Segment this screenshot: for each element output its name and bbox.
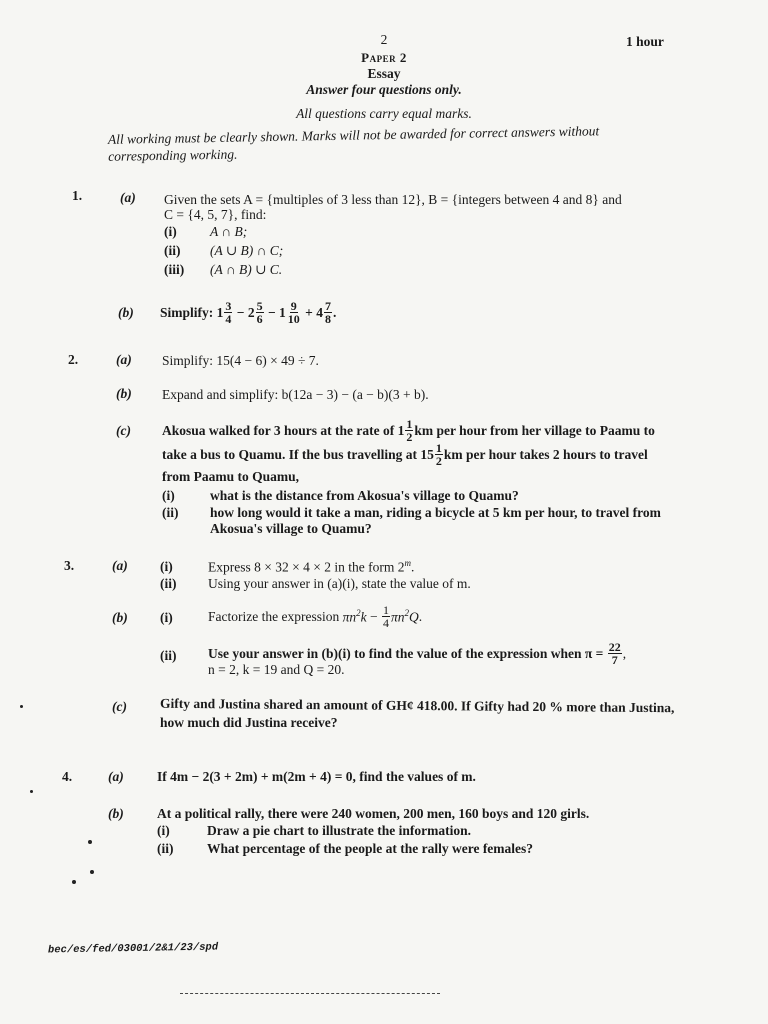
question-1a-text-line1: Given the sets A = {multiples of 3 less than 12}, B = {integers between 4 and 8} and: [164, 192, 622, 207]
question-1a-i-label: (i): [164, 224, 177, 239]
question-4b-i-label: (i): [157, 823, 170, 838]
instruction-working: All working must be clearly shown. Marks will not be awarded for correct answers without corresponding working.: [107, 123, 600, 164]
question-3a-label: (a): [112, 558, 128, 573]
question-3a-i-label: (i): [160, 559, 173, 574]
question-4b-ii-text: What percentage of the people at the rally were females?: [207, 841, 534, 856]
ink-speck: [88, 840, 92, 844]
question-1a-ii-label: (ii): [164, 243, 181, 258]
question-2b-label: (b): [116, 386, 132, 401]
question-2b-text: Expand and simplify: b(12a − 3) − (a − b)(3 + b).: [162, 387, 429, 402]
question-2c-line2: take a bus to Quamu. If the bus travelling at 15 $\frac{1}{2}$ km per hour takes 2 hours to travel: [162, 441, 648, 468]
question-2c-ii-label: (ii): [162, 505, 179, 520]
question-2c-ii-text-line2: Akosua's village to Quamu?: [210, 521, 372, 536]
question-3b-label: (b): [112, 610, 128, 625]
question-4b-text: At a political rally, there were 240 women, 200 men, 160 boys and 120 girls.: [157, 806, 590, 821]
question-1b-text: Simplify:: [160, 304, 214, 320]
question-3a-ii-text: Using your answer in (a)(i), state the value of m.: [208, 576, 471, 591]
question-4a-label: (a): [108, 769, 124, 784]
question-4b-label: (b): [108, 806, 124, 821]
question-3b-ii-label: (ii): [160, 648, 177, 663]
footer-divider: [180, 993, 440, 994]
question-2a-label: (a): [116, 352, 132, 367]
question-2-number: 2.: [68, 352, 79, 367]
question-1a-i-text: A ∩ B;: [210, 224, 248, 239]
section-title: Essay: [367, 66, 401, 81]
question-2c-line3: from Paamu to Quamu,: [162, 469, 299, 484]
question-1b-label: (b): [118, 305, 134, 320]
instruction-equal-marks: All questions carry equal marks.: [296, 106, 472, 121]
question-3b-ii-text-line1: Use your answer in (b)(i) to find the value of the expression when π = $\frac{22}{7}$ ,: [208, 640, 627, 667]
question-4b-ii-label: (ii): [157, 841, 174, 856]
ink-speck: [30, 790, 33, 793]
question-1a-ii-text: (A ∪ B) ∩ C;: [210, 243, 284, 258]
question-2c-i-label: (i): [162, 488, 175, 503]
question-4a-text: If 4m − 2(3 + 2m) + m(2m + 4) = 0, find the values of m.: [157, 769, 476, 784]
question-3c-text-line2: how much did Justina receive?: [160, 715, 338, 730]
question-1a-label: (a): [120, 190, 136, 205]
question-3a-ii-label: (ii): [160, 576, 177, 591]
question-2c-ii-text-line1: how long would it take a man, riding a bicycle at 5 km per hour, to travel from: [210, 505, 661, 520]
instruction-answer-four: Answer four questions only.: [306, 82, 462, 97]
question-1b-expression: Simplify: 1 $\frac{3}{4}$ − 2 $\frac{5}{6}$ − 1 $\frac{9}{10}$ + 4 $\frac{7}{8}$ .: [160, 299, 337, 326]
question-2c-label: (c): [116, 423, 131, 438]
question-1a-text-line2: C = {4, 5, 7}, find:: [164, 207, 267, 222]
question-2c-i-text: what is the distance from Akosua's village to Quamu?: [210, 488, 519, 503]
ink-speck: [90, 870, 94, 874]
question-3b-i-text: Factorize the expression $\pi n^2k$ − $\frac{1}{4}$ $\pi n^2Q$ .: [208, 603, 423, 630]
page-number: 2: [380, 32, 388, 47]
ink-speck: [72, 880, 76, 884]
question-1-number: 1.: [72, 188, 83, 203]
footer-code: bec/es/fed/03001/2&1/23/spd: [47, 941, 219, 957]
question-3-number: 3.: [64, 558, 75, 573]
question-2a-text: Simplify: 15(4 − 6) × 49 ÷ 7.: [162, 353, 319, 368]
question-4-number: 4.: [62, 769, 73, 784]
question-1a-iii-text: (A ∩ B) ∪ C.: [210, 262, 283, 277]
question-3c-label: (c): [112, 699, 127, 714]
question-3a-i-text: Express 8 × 32 × 4 × 2 in the form 2$^m$.: [208, 558, 415, 575]
ink-speck: [20, 705, 23, 708]
question-1a-iii-label: (iii): [164, 262, 185, 277]
question-3b-ii-text-line2: n = 2, k = 19 and Q = 20.: [208, 662, 345, 677]
question-4b-i-text: Draw a pie chart to illustrate the information.: [207, 823, 471, 838]
question-3b-i-label: (i): [160, 610, 173, 625]
duration: 1 hour: [626, 34, 664, 49]
question-3c-text-line1: Gifty and Justina shared an amount of GH¢ 418.00. If Gifty had 20 % more than Justina,: [159, 695, 675, 716]
paper-title: Paper 2: [361, 50, 407, 65]
question-2c-line1: Akosua walked for 3 hours at the rate of 1 $\frac{1}{2}$ km per hour from her village to Paamu to: [162, 417, 655, 444]
